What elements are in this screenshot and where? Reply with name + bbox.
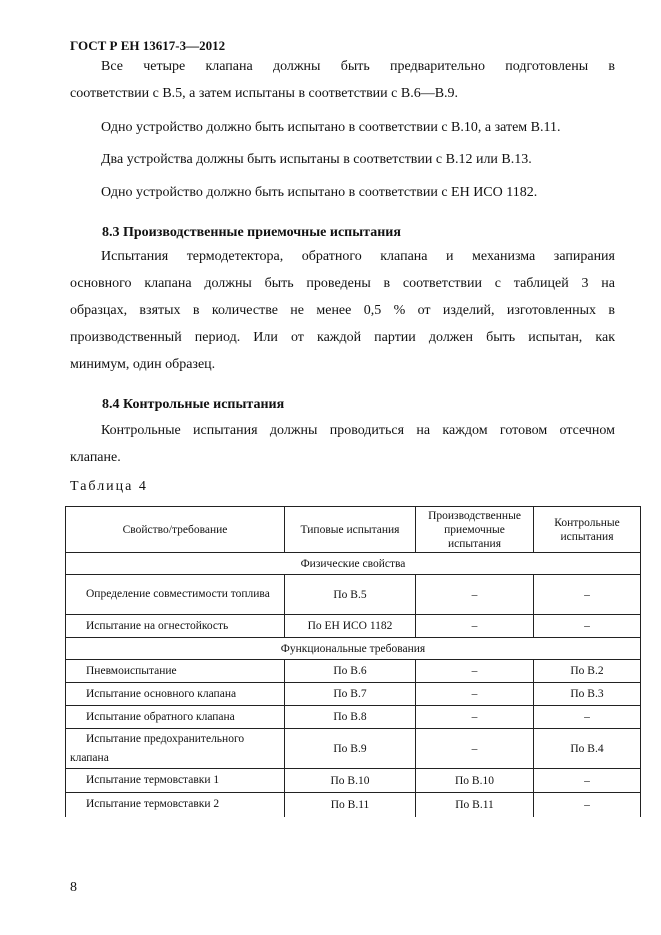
paragraph-line: производственный период. Или от каждой партии должен быть испытан, как: [70, 330, 615, 345]
document-header: ГОСТ Р ЕН 13617-3—2012: [70, 38, 226, 53]
table-row: [66, 729, 641, 769]
table-cell: По В.8: [285, 706, 416, 729]
paragraph-line: клапане.: [70, 450, 121, 465]
paragraph-line: Все четыре клапана должны быть предварительно подготовлены в: [101, 59, 615, 74]
table-row: [66, 660, 641, 683]
table-cell: –: [416, 706, 534, 729]
table-cell: Испытание основного клапана: [66, 683, 285, 706]
table-cell: –: [534, 793, 641, 817]
table-cell: По В.9: [285, 729, 416, 769]
paragraph: Два устройства должны быть испытаны в соответствии с В.12 или В.13.: [101, 152, 532, 167]
table-row: [66, 793, 641, 817]
table-cell: Испытание обратного клапана: [66, 706, 285, 729]
table-row: [66, 615, 641, 638]
table-row: [66, 769, 641, 793]
table-section-row: [66, 638, 641, 660]
table-cell: Определение совместимости топлива: [66, 575, 285, 615]
column-header: Производственные приемочные испытания: [416, 507, 534, 553]
table-cell: По В.11: [416, 793, 534, 817]
table-header-row: [66, 507, 641, 553]
paragraph-line: основного клапана должны быть проведены в соответствии с таблицей 3 на: [70, 276, 615, 291]
table-cell: Испытание предохранительного клапана: [66, 729, 285, 769]
paragraph-line: образцах, взятых в количестве не менее 0,5 % от изделий, изготовленных в: [70, 303, 615, 318]
table-cell: –: [416, 575, 534, 615]
paragraph-line: Испытания термодетектора, обратного клапана и механизма запирания: [101, 249, 615, 264]
paragraph: Одно устройство должно быть испытано в соответствии с ЕН ИСО 1182.: [101, 185, 538, 200]
table-cell: По В.5: [285, 575, 416, 615]
requirements-table: [65, 506, 641, 817]
paragraph-line: Контрольные испытания должны проводиться на каждом готовом отсечном: [101, 423, 615, 438]
table-cell: По В.2: [534, 660, 641, 683]
table-row: [66, 683, 641, 706]
table-cell: По В.10: [416, 769, 534, 793]
table-cell: Испытание термовставки 1: [66, 769, 285, 793]
table-cell: По В.10: [285, 769, 416, 793]
table-cell: Испытание на огнестойкость: [66, 615, 285, 638]
table-cell: –: [534, 575, 641, 615]
table-cell: По В.7: [285, 683, 416, 706]
page-number: 8: [70, 880, 77, 895]
table-row: [66, 706, 641, 729]
table-cell: По В.3: [534, 683, 641, 706]
table-row: [66, 575, 641, 615]
section-heading-8-4: 8.4 Контрольные испытания: [102, 397, 285, 412]
paragraph-line: минимум, один образец.: [70, 357, 216, 372]
table-cell: –: [534, 615, 641, 638]
table-cell: –: [416, 660, 534, 683]
table-cell: По В.11: [285, 793, 416, 817]
table-cell: По ЕН ИСО 1182: [285, 615, 416, 638]
table-caption: Таблица 4: [70, 479, 148, 494]
section-label: Функциональные требования: [66, 638, 641, 660]
paragraph-line: соответствии с В.5, а затем испытаны в соответствии с В.6—В.9.: [70, 86, 459, 101]
table-cell: –: [534, 706, 641, 729]
section-heading-8-3: 8.3 Производственные приемочные испытания: [102, 225, 401, 240]
table-cell: Испытание термовставки 2: [66, 793, 285, 817]
table-cell: По В.6: [285, 660, 416, 683]
table-section-row: [66, 553, 641, 575]
column-header: Контрольные испытания: [534, 507, 641, 553]
table-cell: По В.4: [534, 729, 641, 769]
section-label: Физические свойства: [66, 553, 641, 575]
paragraph: Одно устройство должно быть испытано в соответствии с В.10, а затем В.11.: [101, 120, 561, 135]
table-cell: –: [416, 729, 534, 769]
table-cell: Пневмоиспытание: [66, 660, 285, 683]
column-header: Типовые испытания: [285, 507, 416, 553]
table-cell: –: [416, 683, 534, 706]
table-cell: –: [416, 615, 534, 638]
table-cell: –: [534, 769, 641, 793]
column-header: Свойство/требование: [66, 507, 285, 553]
